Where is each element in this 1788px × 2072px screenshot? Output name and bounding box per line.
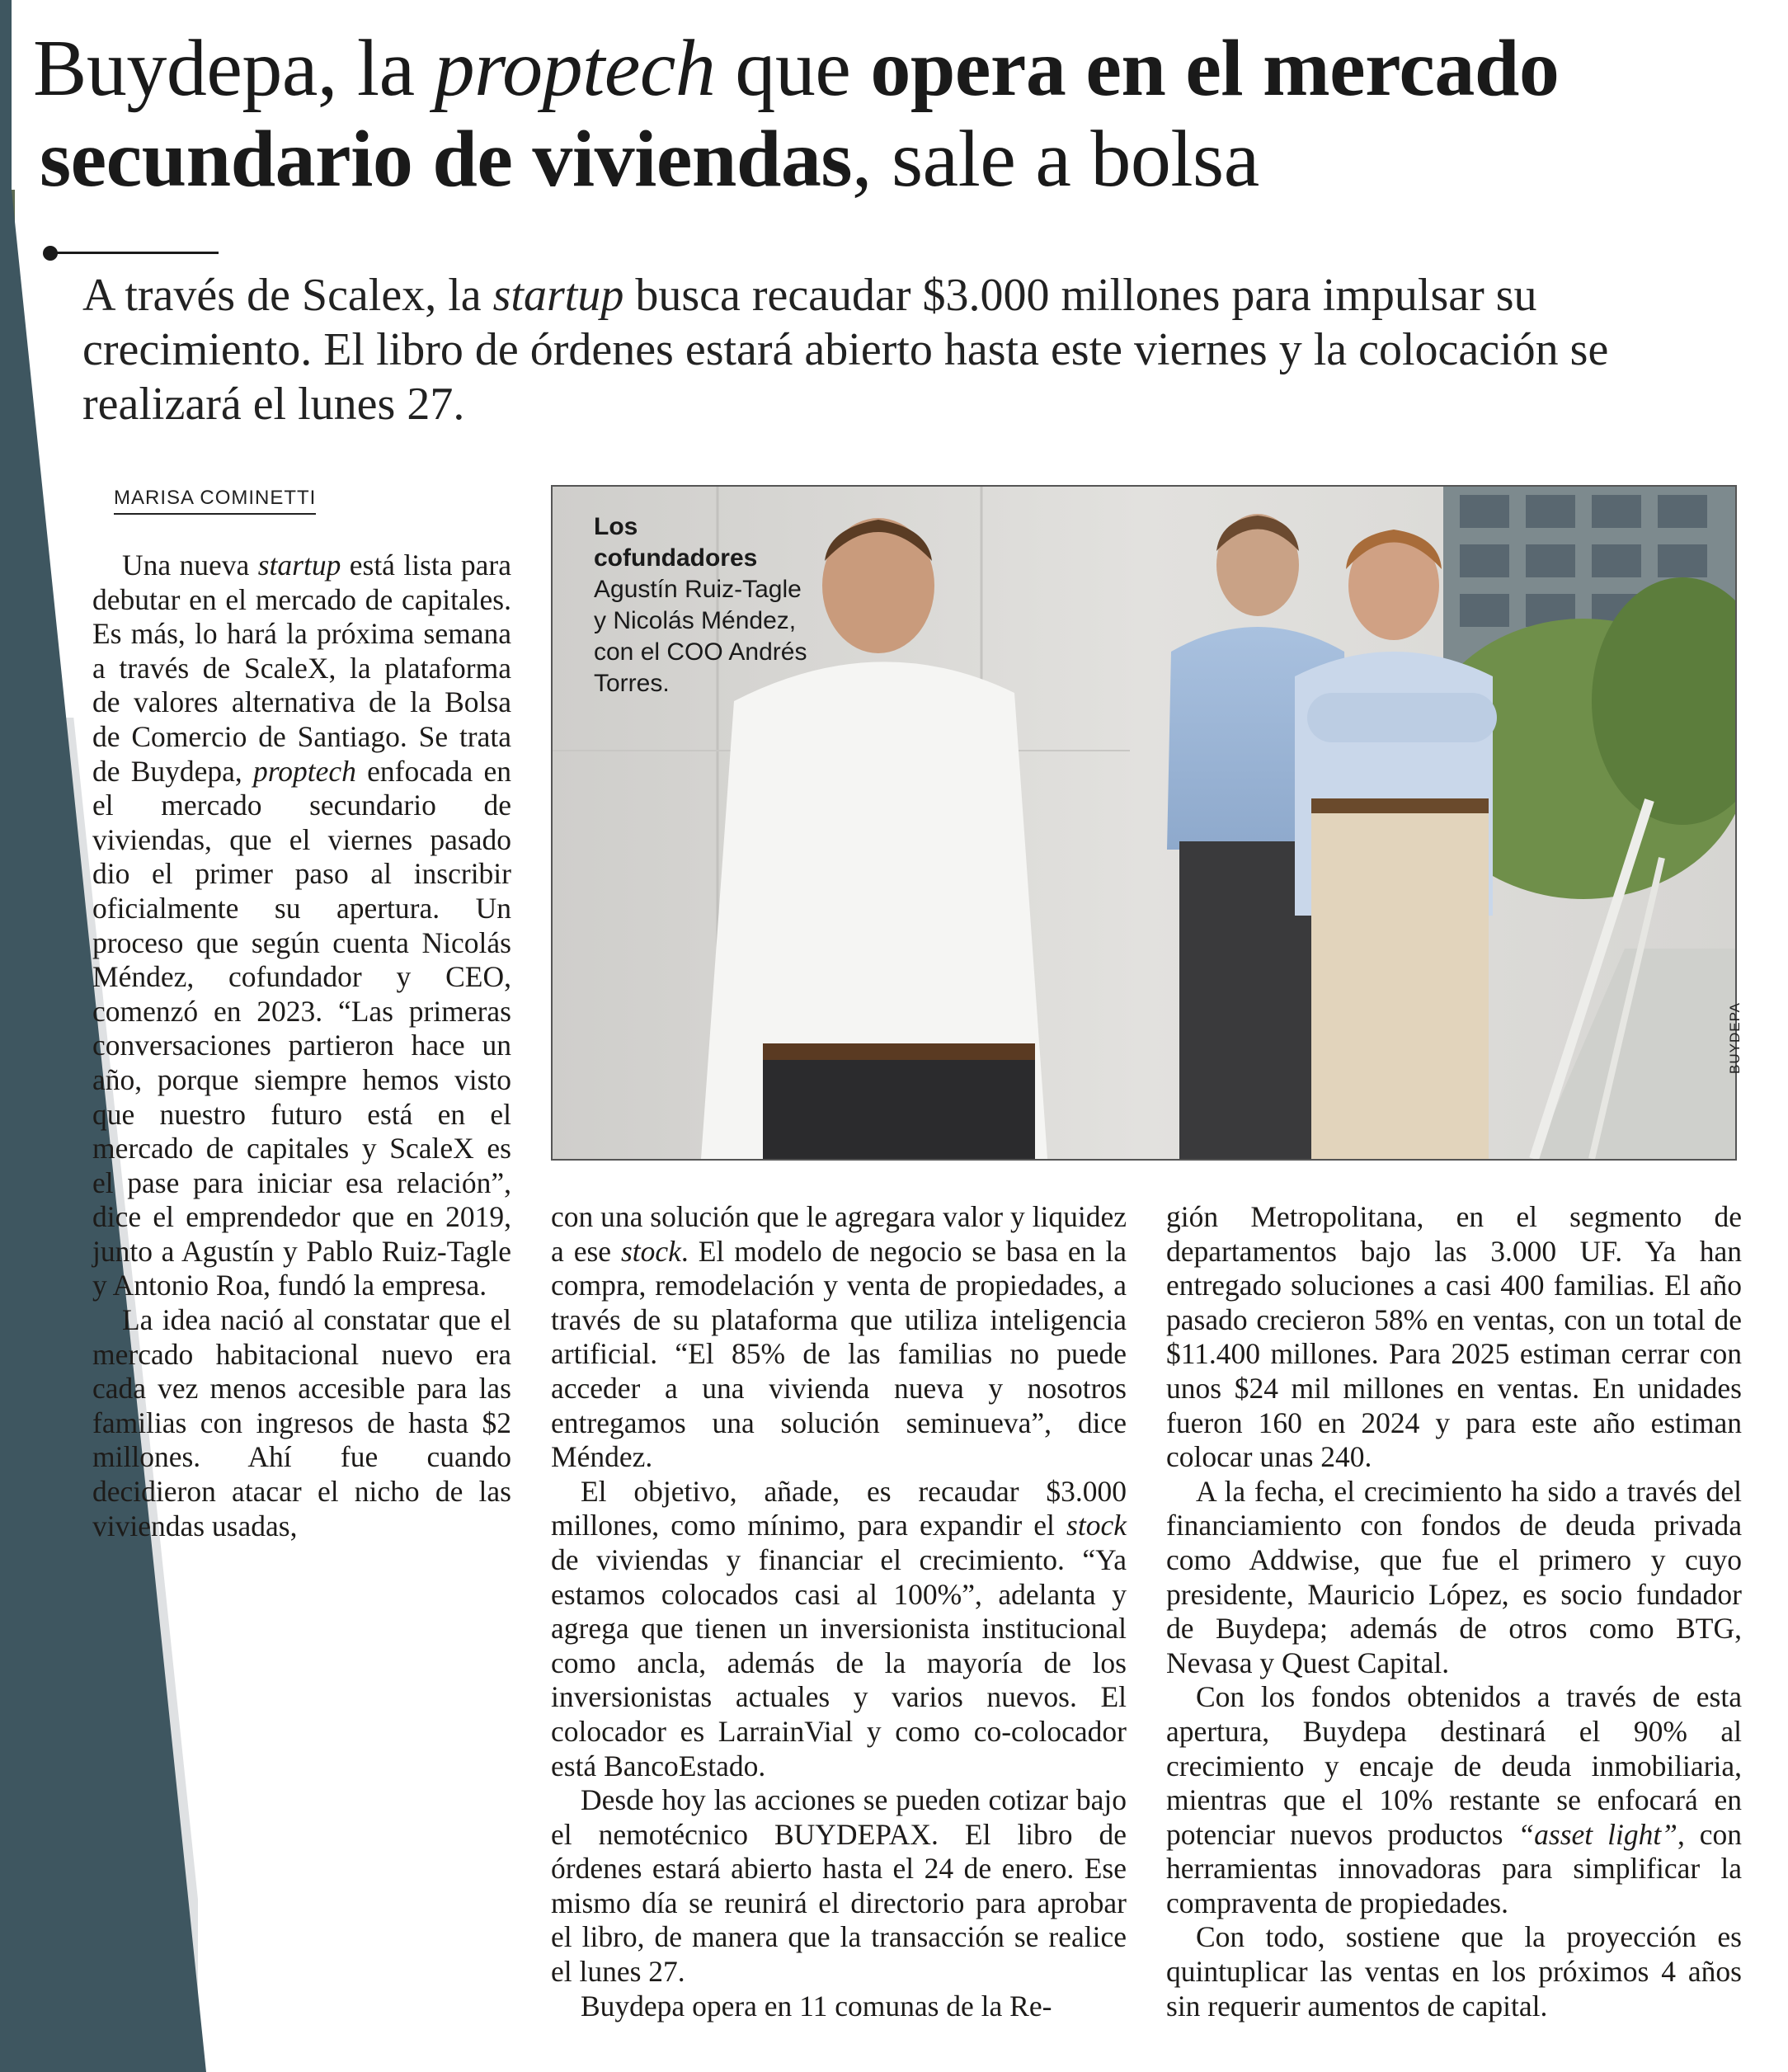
paragraph: Desde hoy las acciones se pueden cotizar bajo el nemotécnico BUYDEPAX. El libro de órdenes estará abierto hasta el 24 de enero. Ese mismo día se reunirá el directorio para aprobar el libro, de manera que la transacción se realice el lunes 27.	[551, 1783, 1127, 1989]
paragraph: con una solución que le agregara valor y liquidez a ese stock. El modelo de negocio se basa en la compra, remodelación y venta de propiedades, a través de su plataforma que utiliza inteligencia artificial. “El 85% de las familias no puede acceder a una vivienda nueva y nosotros entregamos una solución seminueva”, dice Méndez.	[551, 1200, 1127, 1474]
body-column-1	[92, 549, 511, 1543]
paragraph: El objetivo, añade, es recaudar $3.000 millones, como mínimo, para expandir el stock de viviendas y financiar el crecimiento. “Ya estamos colocados casi al 100%”, adelanta y agrega que tienen un inversionista institucional como ancla, además de la mayoría de los inversionistas actuales y varios nuevos. El colocador es LarrainVial y como co-colocador está BancoEstado.	[551, 1474, 1127, 1782]
photo-credit: BUYDEPA	[1727, 1002, 1743, 1074]
body-column-2	[551, 1200, 1127, 2023]
paragraph: La idea nació al constatar que el mercado habitacional nuevo era cada vez menos accesible para las familias con ingresos de hasta $2 millones. Ahí fue cuando decidieron atacar el nicho de las viviendas usadas,	[92, 1303, 511, 1542]
article-deck: A través de Scalex, la startup busca recaudar $3.000 millones para impulsar su crecimiento. El libro de órdenes estará abierto hasta este viernes y la colocación se realizará el lunes 27.	[82, 270, 1609, 430]
byline: MARISA COMINETTI	[114, 487, 316, 515]
paragraph: Buydepa opera en 11 comunas de la Re-	[581, 1989, 1052, 2023]
paragraph: A la fecha, el crecimiento ha sido a través del financiamiento con fondos de deuda privada como Addwise, que fue el primero y cuyo presidente, Mauricio López, es socio fundador de Buydepa; además de otros como BTG, Nevasa y Quest Capital.	[1166, 1474, 1742, 1679]
cofounders-photo	[551, 485, 1737, 1161]
paragraph: Con todo, sostiene que la proyección es quintuplicar las ventas en los próximos 4 años sin requerir aumentos de capital.	[1166, 1920, 1742, 2023]
article-headline: Buydepa, la proptech que opera en el mercado secundario de viviendas, sale a bolsa	[33, 24, 1560, 204]
deck-rule	[49, 252, 219, 254]
paragraph: Una nueva startup está lista para debutar en el mercado de capitales. Es más, lo hará la próxima semana a través de ScaleX, la plataforma de valores alternativa de la Bolsa de Comercio de Santiago. Se trata de Buydepa, proptech enfocada en el mercado secundario de viviendas, que el viernes pasado dio el primer paso al inscribir oficialmente su apertura. Un proceso que según cuenta Nicolás Méndez, cofundador y CEO, comenzó en 2023. “Las primeras conversaciones partieron hace un año, porque siempre hemos visto que nuestro futuro está en el mercado de capitales y ScaleX es el pase para iniciar esa relación”, dice el emprendedor que en 2019, junto a Agustín y Pablo Ruiz-Tagle y Antonio Roa, fundó la empresa.	[92, 549, 511, 1302]
body-column-3	[1166, 1200, 1742, 2023]
paragraph: Con los fondos obtenidos a través de esta apertura, Buydepa destinará el 90% al crecimiento y encaje de deuda inmobiliaria, mientras que el 10% restante se enfocará en potenciar nuevos productos “asset light”, con herramientas innovadoras para simplificar la compraventa de propiedades.	[1166, 1680, 1742, 1919]
paragraph: gión Metropolitana, en el segmento de departamentos bajo las 3.000 UF. Ya han entregado soluciones a casi 400 familias. El año pasado crecieron 58% en ventas, con un total de $11.400 millones. Para 2025 estiman cerrar con unos $24 mil millones en ventas. En unidades fueron 160 en 2024 y para este año estiman colocar unas 240.	[1166, 1200, 1742, 1474]
photo-caption: Los cofundadores Agustín Ruiz-Tagle y Nicolás Méndez, con el COO Andrés Torres.	[594, 513, 807, 697]
